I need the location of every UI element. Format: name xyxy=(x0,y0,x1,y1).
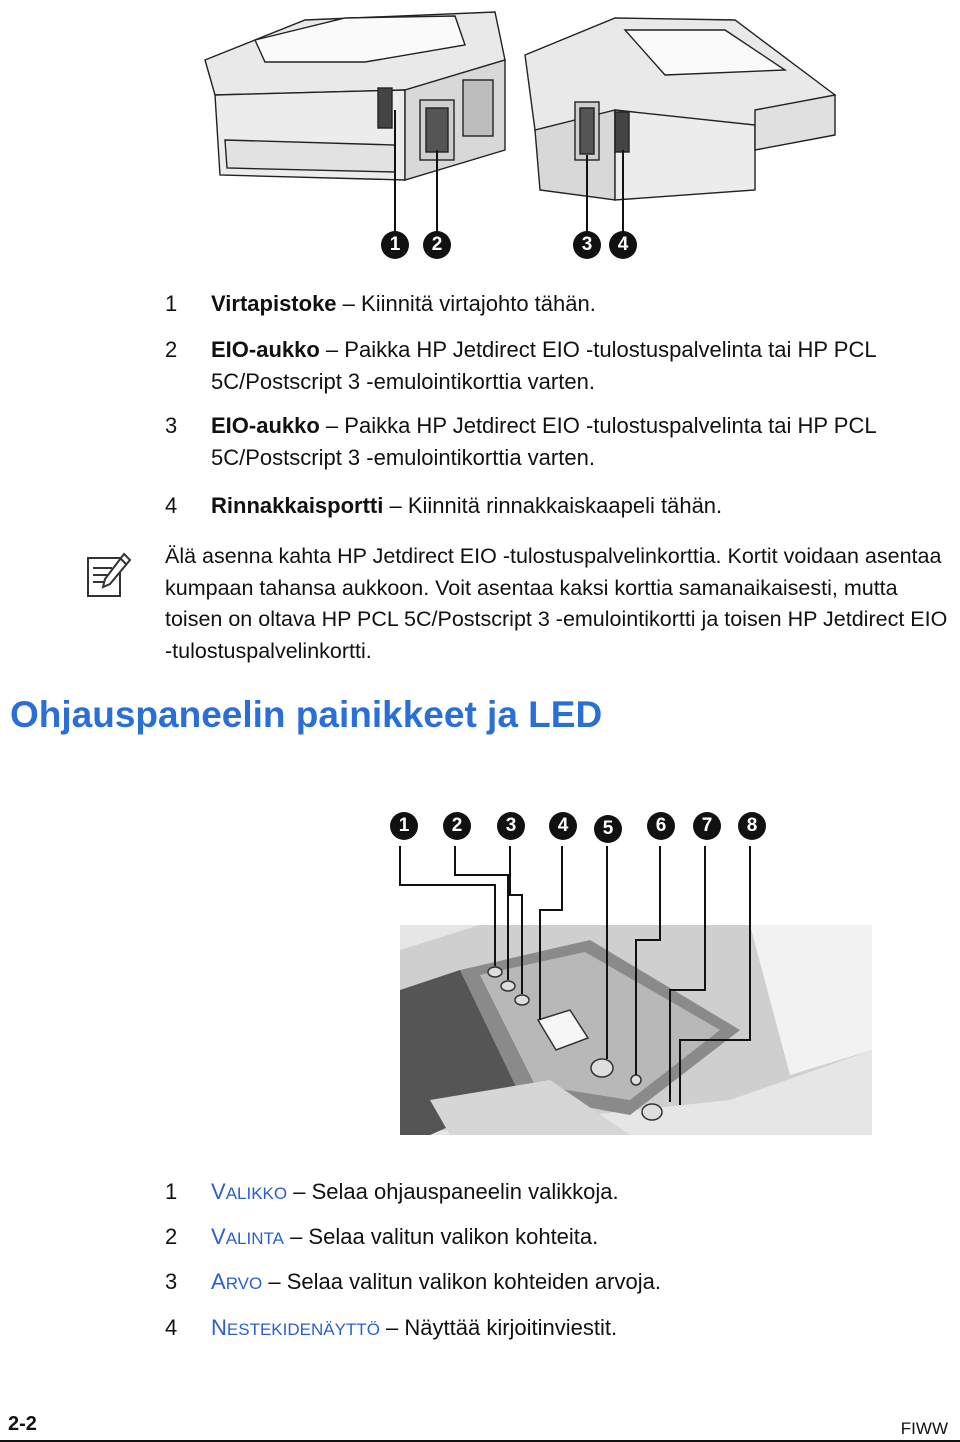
item-separator: – xyxy=(336,291,362,316)
item-number: 3 xyxy=(165,413,178,438)
item-separator: – xyxy=(262,1269,287,1294)
callout-7: 7 xyxy=(693,812,721,840)
callout-5: 5 xyxy=(594,815,622,843)
item-separator: – xyxy=(379,1315,405,1340)
footer-code: FIWW xyxy=(900,1419,948,1438)
item-term: ARVO xyxy=(211,1269,263,1294)
item-description: Paikka HP Jetdirect EIO -tulostuspalvelinta tai HP PCL 5C/Postscript 3 -emulointikorttia varten. xyxy=(211,413,876,470)
item-term: VALIKKO xyxy=(211,1179,288,1204)
control-panel-figure xyxy=(370,840,875,1135)
item-number: 1 xyxy=(165,291,178,316)
item-number: 2 xyxy=(165,1224,178,1249)
callout-2: 2 xyxy=(443,812,471,840)
item-separator: – xyxy=(319,413,345,438)
callout-3: 3 xyxy=(497,812,525,840)
item-number: 1 xyxy=(165,1179,178,1204)
item-separator: – xyxy=(383,493,408,518)
page-number: 2-2 xyxy=(8,1413,37,1435)
item-separator: – xyxy=(283,1224,309,1249)
item-term: NESTEKIDENÄYTTÖ xyxy=(211,1315,380,1340)
callout-4: 4 xyxy=(549,812,577,840)
item-separator: – xyxy=(287,1179,312,1204)
callout-2: 2 xyxy=(423,231,451,259)
section-heading: Ohjauspaneelin painikkeet ja LED xyxy=(10,694,603,735)
callout-1: 1 xyxy=(381,231,409,259)
item-separator: – xyxy=(319,337,345,362)
callout-1: 1 xyxy=(390,812,418,840)
callout-8: 8 xyxy=(738,812,766,840)
item-number: 2 xyxy=(165,337,178,362)
note-pencil-icon xyxy=(84,550,132,600)
item-description: Selaa valitun valikon kohteita. xyxy=(308,1224,599,1249)
item-description: Näyttää kirjoitinviestit. xyxy=(404,1315,618,1340)
item-term: EIO-aukko xyxy=(211,413,320,438)
printer-right-illustration xyxy=(525,18,835,200)
item-term: VALINTA xyxy=(211,1224,284,1249)
item-description: Kiinnitä rinnakkaiskaapeli tähän. xyxy=(407,493,723,518)
item-description: Selaa ohjauspaneelin valikkoja. xyxy=(311,1179,619,1204)
item-number: 4 xyxy=(165,493,178,518)
printer-left-illustration xyxy=(205,12,505,180)
item-description: Paikka HP Jetdirect EIO -tulostuspalvelinta tai HP PCL 5C/Postscript 3 -emulointikorttia varten. xyxy=(211,337,876,394)
item-number: 3 xyxy=(165,1269,178,1294)
item-term: Virtapistoke xyxy=(211,291,337,316)
callout-4: 4 xyxy=(609,231,637,259)
callout-6: 6 xyxy=(647,812,675,840)
item-description: Kiinnitä virtajohto tähän. xyxy=(361,291,596,316)
callout-3: 3 xyxy=(573,231,601,259)
item-number: 4 xyxy=(165,1315,178,1340)
printer-rear-figure xyxy=(195,0,845,270)
item-term: EIO-aukko xyxy=(211,337,320,362)
item-term: Rinnakkaisportti xyxy=(211,493,384,518)
note-text: Älä asenna kahta HP Jetdirect EIO -tulostuspalvelinkorttia. Kortit voidaan asentaa kumpaan tahansa aukkoon. Voit asentaa kaksi korttia samanaikaisesti, mutta toisen on oltava HP PCL 5C/Postscript 3 -emulointikortti ja toisen HP Jetdirect EIO -tulostuspalvelinkortti. xyxy=(165,544,948,663)
item-description: Selaa valitun valikon kohteiden arvoja. xyxy=(286,1269,661,1294)
